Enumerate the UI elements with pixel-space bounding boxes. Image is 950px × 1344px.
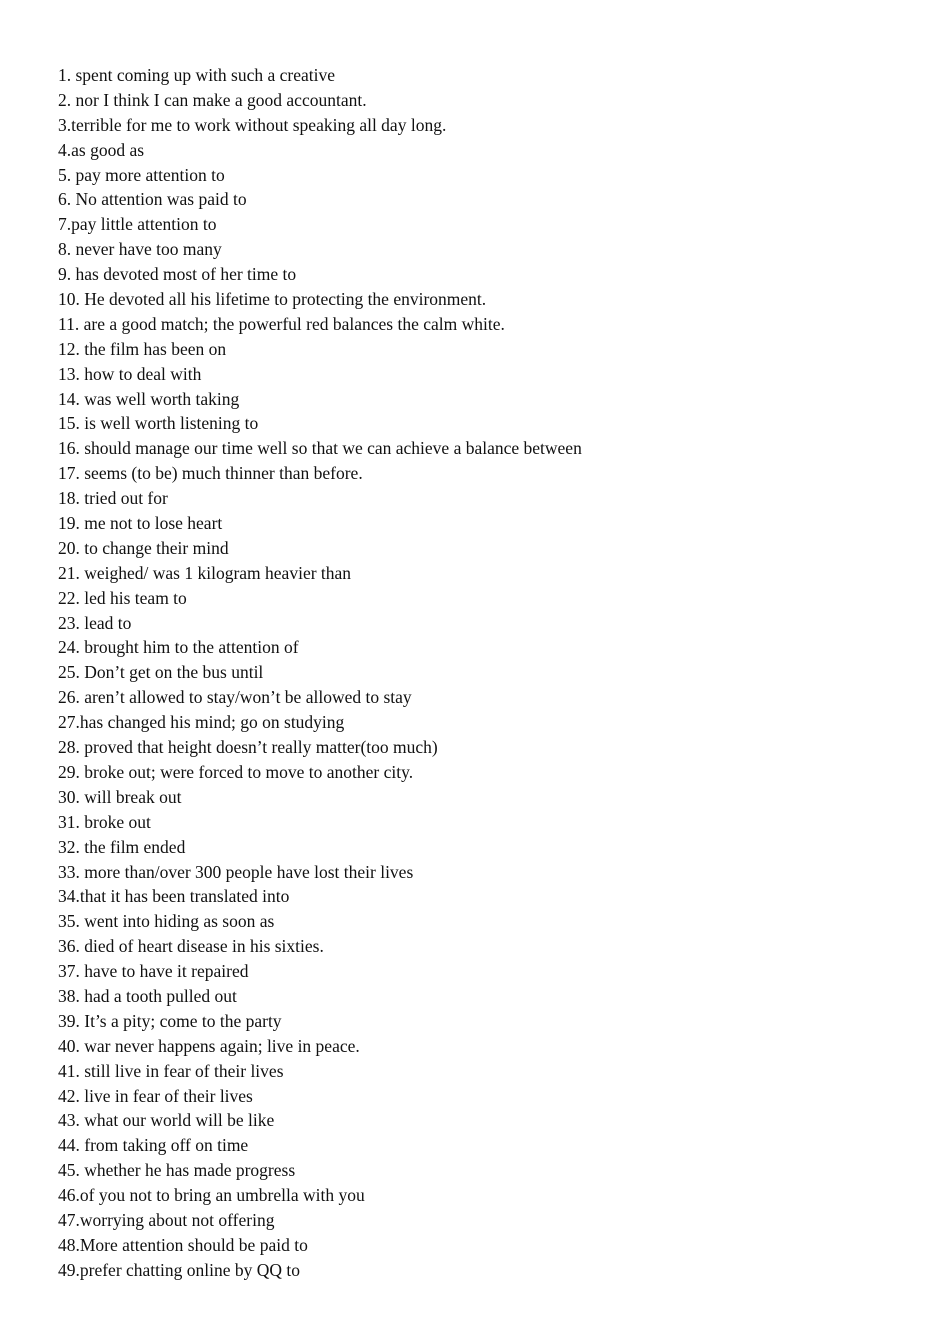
answer-line: 21. weighed/ was 1 kilogram heavier than bbox=[58, 562, 352, 583]
answer-line: 8. never have too many bbox=[58, 239, 222, 260]
answer-line: 19. me not to lose heart bbox=[58, 513, 223, 534]
answer-line: 34.that it has been translated into bbox=[58, 886, 290, 907]
answer-line: 9. has devoted most of her time to bbox=[58, 264, 297, 285]
answer-line: 26. aren’t allowed to stay/won’t be allowed to stay bbox=[58, 687, 412, 708]
answer-line: 7.pay little attention to bbox=[58, 214, 217, 235]
answer-line: 45. whether he has made progress bbox=[58, 1160, 296, 1181]
answer-line: 49.prefer chatting online by QQ to bbox=[58, 1259, 301, 1280]
answer-line: 41. still live in fear of their lives bbox=[58, 1060, 284, 1081]
answer-line: 44. from taking off on time bbox=[58, 1135, 249, 1156]
answer-line: 24. brought him to the attention of bbox=[58, 637, 299, 658]
answer-line: 36. died of heart disease in his sixties. bbox=[58, 936, 324, 957]
answer-list bbox=[58, 63, 582, 1283]
answer-line: 42. live in fear of their lives bbox=[58, 1085, 253, 1106]
answer-line: 5. pay more attention to bbox=[58, 164, 225, 185]
answer-line: 20. to change their mind bbox=[58, 537, 229, 558]
answer-line: 11. are a good match; the powerful red balances the calm white. bbox=[58, 313, 505, 334]
answer-line: 46.of you not to bring an umbrella with you bbox=[58, 1185, 365, 1206]
answer-line: 16. should manage our time well so that we can achieve a balance between bbox=[58, 438, 582, 459]
answer-line: 14. was well worth taking bbox=[58, 388, 240, 409]
answer-line: 18. tried out for bbox=[58, 488, 168, 509]
answer-line: 23. lead to bbox=[58, 612, 132, 633]
answer-line: 29. broke out; were forced to move to another city. bbox=[58, 761, 414, 782]
answer-line: 39. It’s a pity; come to the party bbox=[58, 1010, 282, 1031]
answer-line: 2. nor I think I can make a good accountant. bbox=[58, 89, 367, 110]
answer-line: 37. have to have it repaired bbox=[58, 961, 249, 982]
answer-line: 3.terrible for me to work without speaking all day long. bbox=[58, 114, 447, 135]
answer-line: 15. is well worth listening to bbox=[58, 413, 259, 434]
answer-line: 10. He devoted all his lifetime to protecting the environment. bbox=[58, 289, 487, 310]
answer-line: 33. more than/over 300 people have lost their lives bbox=[58, 861, 414, 882]
answer-line: 43. what our world will be like bbox=[58, 1110, 275, 1131]
answer-line: 47.worrying about not offering bbox=[58, 1209, 275, 1230]
answer-line: 31. broke out bbox=[58, 811, 151, 832]
answer-line: 28. proved that height doesn’t really matter(too much) bbox=[58, 737, 438, 758]
answer-line: 12. the film has been on bbox=[58, 338, 227, 359]
answer-line: 4.as good as bbox=[58, 139, 145, 160]
answer-line: 35. went into hiding as soon as bbox=[58, 911, 275, 932]
answer-line: 32. the film ended bbox=[58, 836, 186, 857]
answer-line: 22. led his team to bbox=[58, 587, 187, 608]
answer-line: 17. seems (to be) much thinner than before. bbox=[58, 463, 363, 484]
answer-line: 25. Don’t get on the bus until bbox=[58, 662, 264, 683]
answer-line: 6. No attention was paid to bbox=[58, 189, 247, 210]
answer-line: 1. spent coming up with such a creative bbox=[58, 65, 336, 85]
answer-line: 27.has changed his mind; go on studying bbox=[58, 712, 345, 733]
answer-line: 13. how to deal with bbox=[58, 363, 202, 384]
answer-line: 40. war never happens again; live in peace. bbox=[58, 1035, 360, 1056]
answer-line: 38. had a tooth pulled out bbox=[58, 985, 237, 1006]
answer-line: 48.More attention should be paid to bbox=[58, 1234, 308, 1255]
answer-line: 30. will break out bbox=[58, 786, 182, 807]
